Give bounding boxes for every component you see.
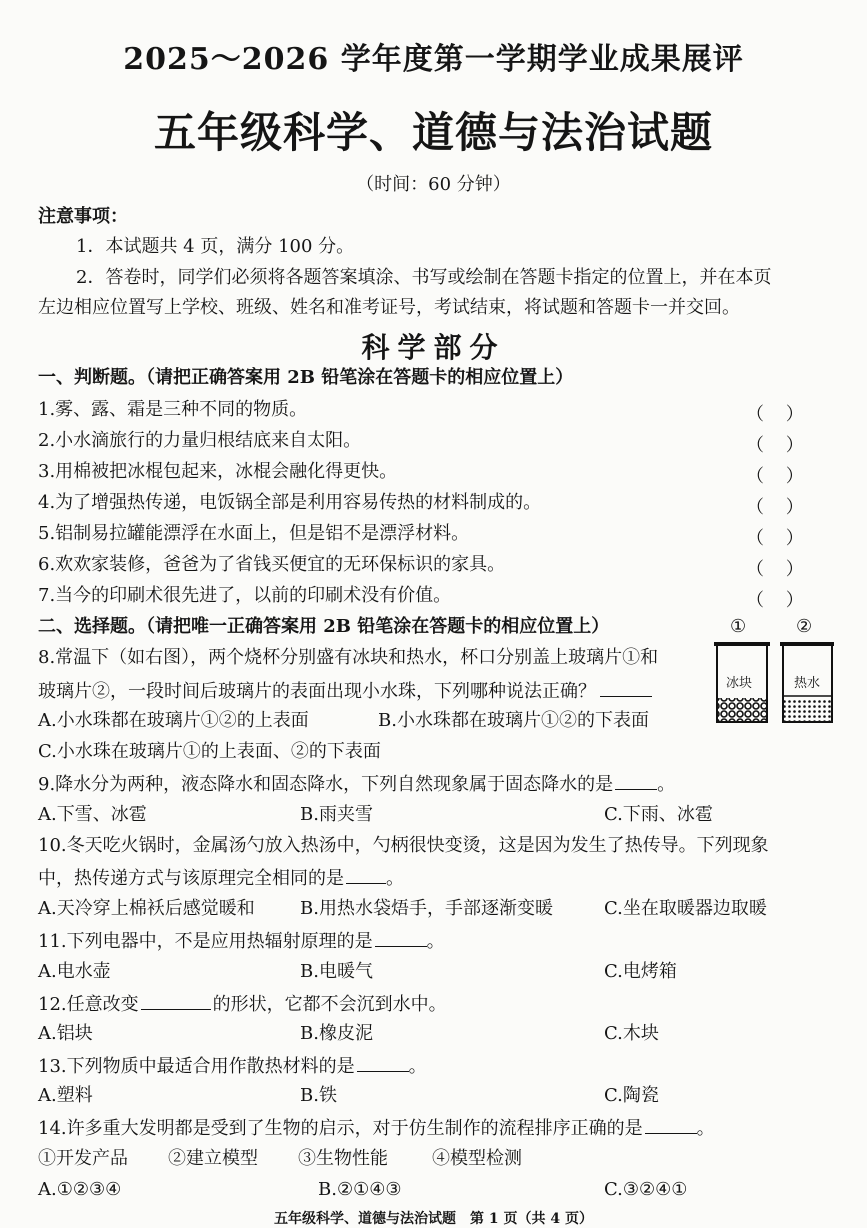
answer-paren: （ ） [746, 497, 804, 518]
exam-time: （时间：60 分钟） [356, 174, 511, 195]
answer-paren: （ ） [746, 528, 804, 549]
answer-blank [615, 773, 657, 790]
mc-question-8-line2 [38, 680, 652, 702]
q14-option-b: B.②①④③ [318, 1179, 402, 1200]
plate-2-label: ② [796, 616, 813, 637]
q10-option-a: A.天冷穿上棉袄后感觉暖和 [38, 898, 255, 919]
answer-blank [346, 867, 386, 884]
q10-option-b: B.用热水袋焐手，手部逐渐变暖 [300, 898, 553, 919]
q9-option-b: B.雨夹雪 [300, 804, 373, 825]
plate-1-label: ① [730, 616, 747, 637]
mc-question-14-text: 14.许多重大发明都是受到了生物的启示，对于仿生制作的流程排序正确的是 [38, 1118, 643, 1139]
answer-paren: （ ） [746, 466, 804, 487]
mc-question-12-text-a: 12.任意改变 [38, 994, 139, 1015]
tf-question-7: 7.当今的印刷术很先进了，以前的印刷术没有价值。 [38, 585, 452, 606]
notes-item-1: 1．本试题共 4 页，满分 100 分。 [76, 236, 355, 257]
period: 。 [696, 1118, 715, 1139]
hot-water-label: 热水 [794, 676, 821, 691]
mc-question-12 [38, 993, 447, 1015]
notes-item-2b: 左边相应位置写上学校、班级、姓名和准考证号，考试结束，将试题和答题卡一并交回。 [38, 297, 740, 318]
period: 。 [426, 931, 445, 952]
q13-option-b: B.铁 [300, 1085, 337, 1106]
q14-step-3: ③生物性能 [298, 1148, 388, 1169]
period: 。 [386, 868, 404, 889]
answer-paren: （ ） [746, 404, 804, 425]
answer-blank [375, 930, 427, 947]
mc-question-14 [38, 1117, 715, 1139]
q8-option-c: C.小水珠在玻璃片①的上表面、②的下表面 [38, 741, 381, 762]
mc-question-9-text: 9.降水分为两种，液态降水和固态降水，下列自然现象属于固态降水的是 [38, 774, 614, 795]
tf-question-1: 1.雾、露、霜是三种不同的物质。 [38, 399, 308, 420]
answer-paren: （ ） [746, 559, 804, 580]
q10-option-c: C.坐在取暖器边取暖 [604, 898, 767, 919]
mc-question-13-text: 13.下列物质中最适合用作散热材料的是 [38, 1056, 355, 1077]
answer-paren: （ ） [746, 590, 804, 611]
q13-option-a: A.塑料 [38, 1085, 93, 1106]
period: 。 [408, 1056, 427, 1077]
mc-question-11 [38, 930, 445, 952]
q12-option-a: A.铝块 [38, 1023, 93, 1044]
q14-step-4: ④模型检测 [432, 1148, 522, 1169]
tf-question-5: 5.铝制易拉罐能漂浮在水面上，但是铝不是漂浮材料。 [38, 523, 470, 544]
q11-option-b: B.电暖气 [300, 961, 373, 982]
beaker-figure [712, 614, 834, 726]
q8-option-b: B.小水珠都在玻璃片①②的下表面 [378, 710, 649, 731]
q9-option-c: C.下雨、冰雹 [604, 804, 713, 825]
q12-option-c: C.木块 [604, 1023, 659, 1044]
answer-blank [600, 680, 652, 697]
exam-header-line: 2025～2026 学年度第一学期学业成果展评 [123, 42, 744, 77]
notes-item-2a: 2．答卷时，同学们必须将各题答案填涂、书写或绘制在答题卡指定的位置上，并在本页 [76, 267, 772, 288]
answer-blank [357, 1055, 409, 1072]
q9-option-a: A.下雪、冰雹 [38, 804, 147, 825]
section-title: 科学部分 [361, 331, 506, 364]
q11-option-c: C.电烤箱 [604, 961, 677, 982]
mc-question-13 [38, 1055, 427, 1077]
ice-label: 冰块 [726, 676, 753, 691]
mc-question-11-text: 11.下列电器中，不是应用热辐射原理的是 [38, 931, 373, 952]
tf-question-4: 4.为了增强热传递，电饭锅全部是利用容易传热的材料制成的。 [38, 492, 542, 513]
q14-option-a: A.①②③④ [38, 1179, 122, 1200]
tf-question-3: 3.用棉被把冰棍包起来，冰棍会融化得更快。 [38, 461, 398, 482]
q14-step-2: ②建立模型 [168, 1148, 258, 1169]
part2-heading: 二、选择题。（请把唯一正确答案用 2B 铅笔涂在答题卡的相应位置上） [38, 616, 610, 637]
mc-question-10-text: 中，热传递方式与该原理完全相同的是 [38, 868, 344, 889]
exam-title: 五年级科学、道德与法治试题 [153, 108, 713, 157]
mc-question-8-line1: 8.常温下（如右图），两个烧杯分别盛有冰块和热水，杯口分别盖上玻璃片①和 [38, 647, 659, 668]
notes-heading: 注意事项： [38, 206, 128, 227]
q11-option-a: A.电水壶 [38, 961, 111, 982]
mc-question-9 [38, 773, 675, 795]
mc-question-8-text: 玻璃片②，一段时间后玻璃片的表面出现小水珠，下列哪种说法正确？ [38, 681, 596, 702]
mc-question-12-text-b: 的形状，它都不会沉到水中。 [212, 994, 447, 1015]
page-footer: 五年级科学、道德与法治试题 第 1 页（共 4 页） [274, 1211, 593, 1227]
q8-option-a: A.小水珠都在玻璃片①②的上表面 [38, 710, 309, 731]
q12-option-b: B.橡皮泥 [300, 1023, 373, 1044]
q13-option-c: C.陶瓷 [604, 1085, 659, 1106]
tf-question-6: 6.欢欢家装修，爸爸为了省钱买便宜的无环保标识的家具。 [38, 554, 506, 575]
q14-step-1: ①开发产品 [38, 1148, 128, 1169]
part1-heading: 一、判断题。（请把正确答案用 2B 铅笔涂在答题卡的相应位置上） [38, 367, 574, 388]
period: 。 [657, 774, 676, 795]
mc-question-10-line1: 10.冬天吃火锅时，金属汤勺放入热汤中，勺柄很快变烫，这是因为发生了热传导。下列现象 [38, 835, 769, 856]
tf-question-2: 2.小水滴旅行的力量归根结底来自太阳。 [38, 430, 362, 451]
mc-question-10-line2 [38, 867, 404, 889]
q14-option-c: C.③②④① [604, 1179, 688, 1200]
answer-blank [645, 1117, 697, 1134]
answer-paren: （ ） [746, 435, 804, 456]
answer-blank [141, 993, 211, 1010]
